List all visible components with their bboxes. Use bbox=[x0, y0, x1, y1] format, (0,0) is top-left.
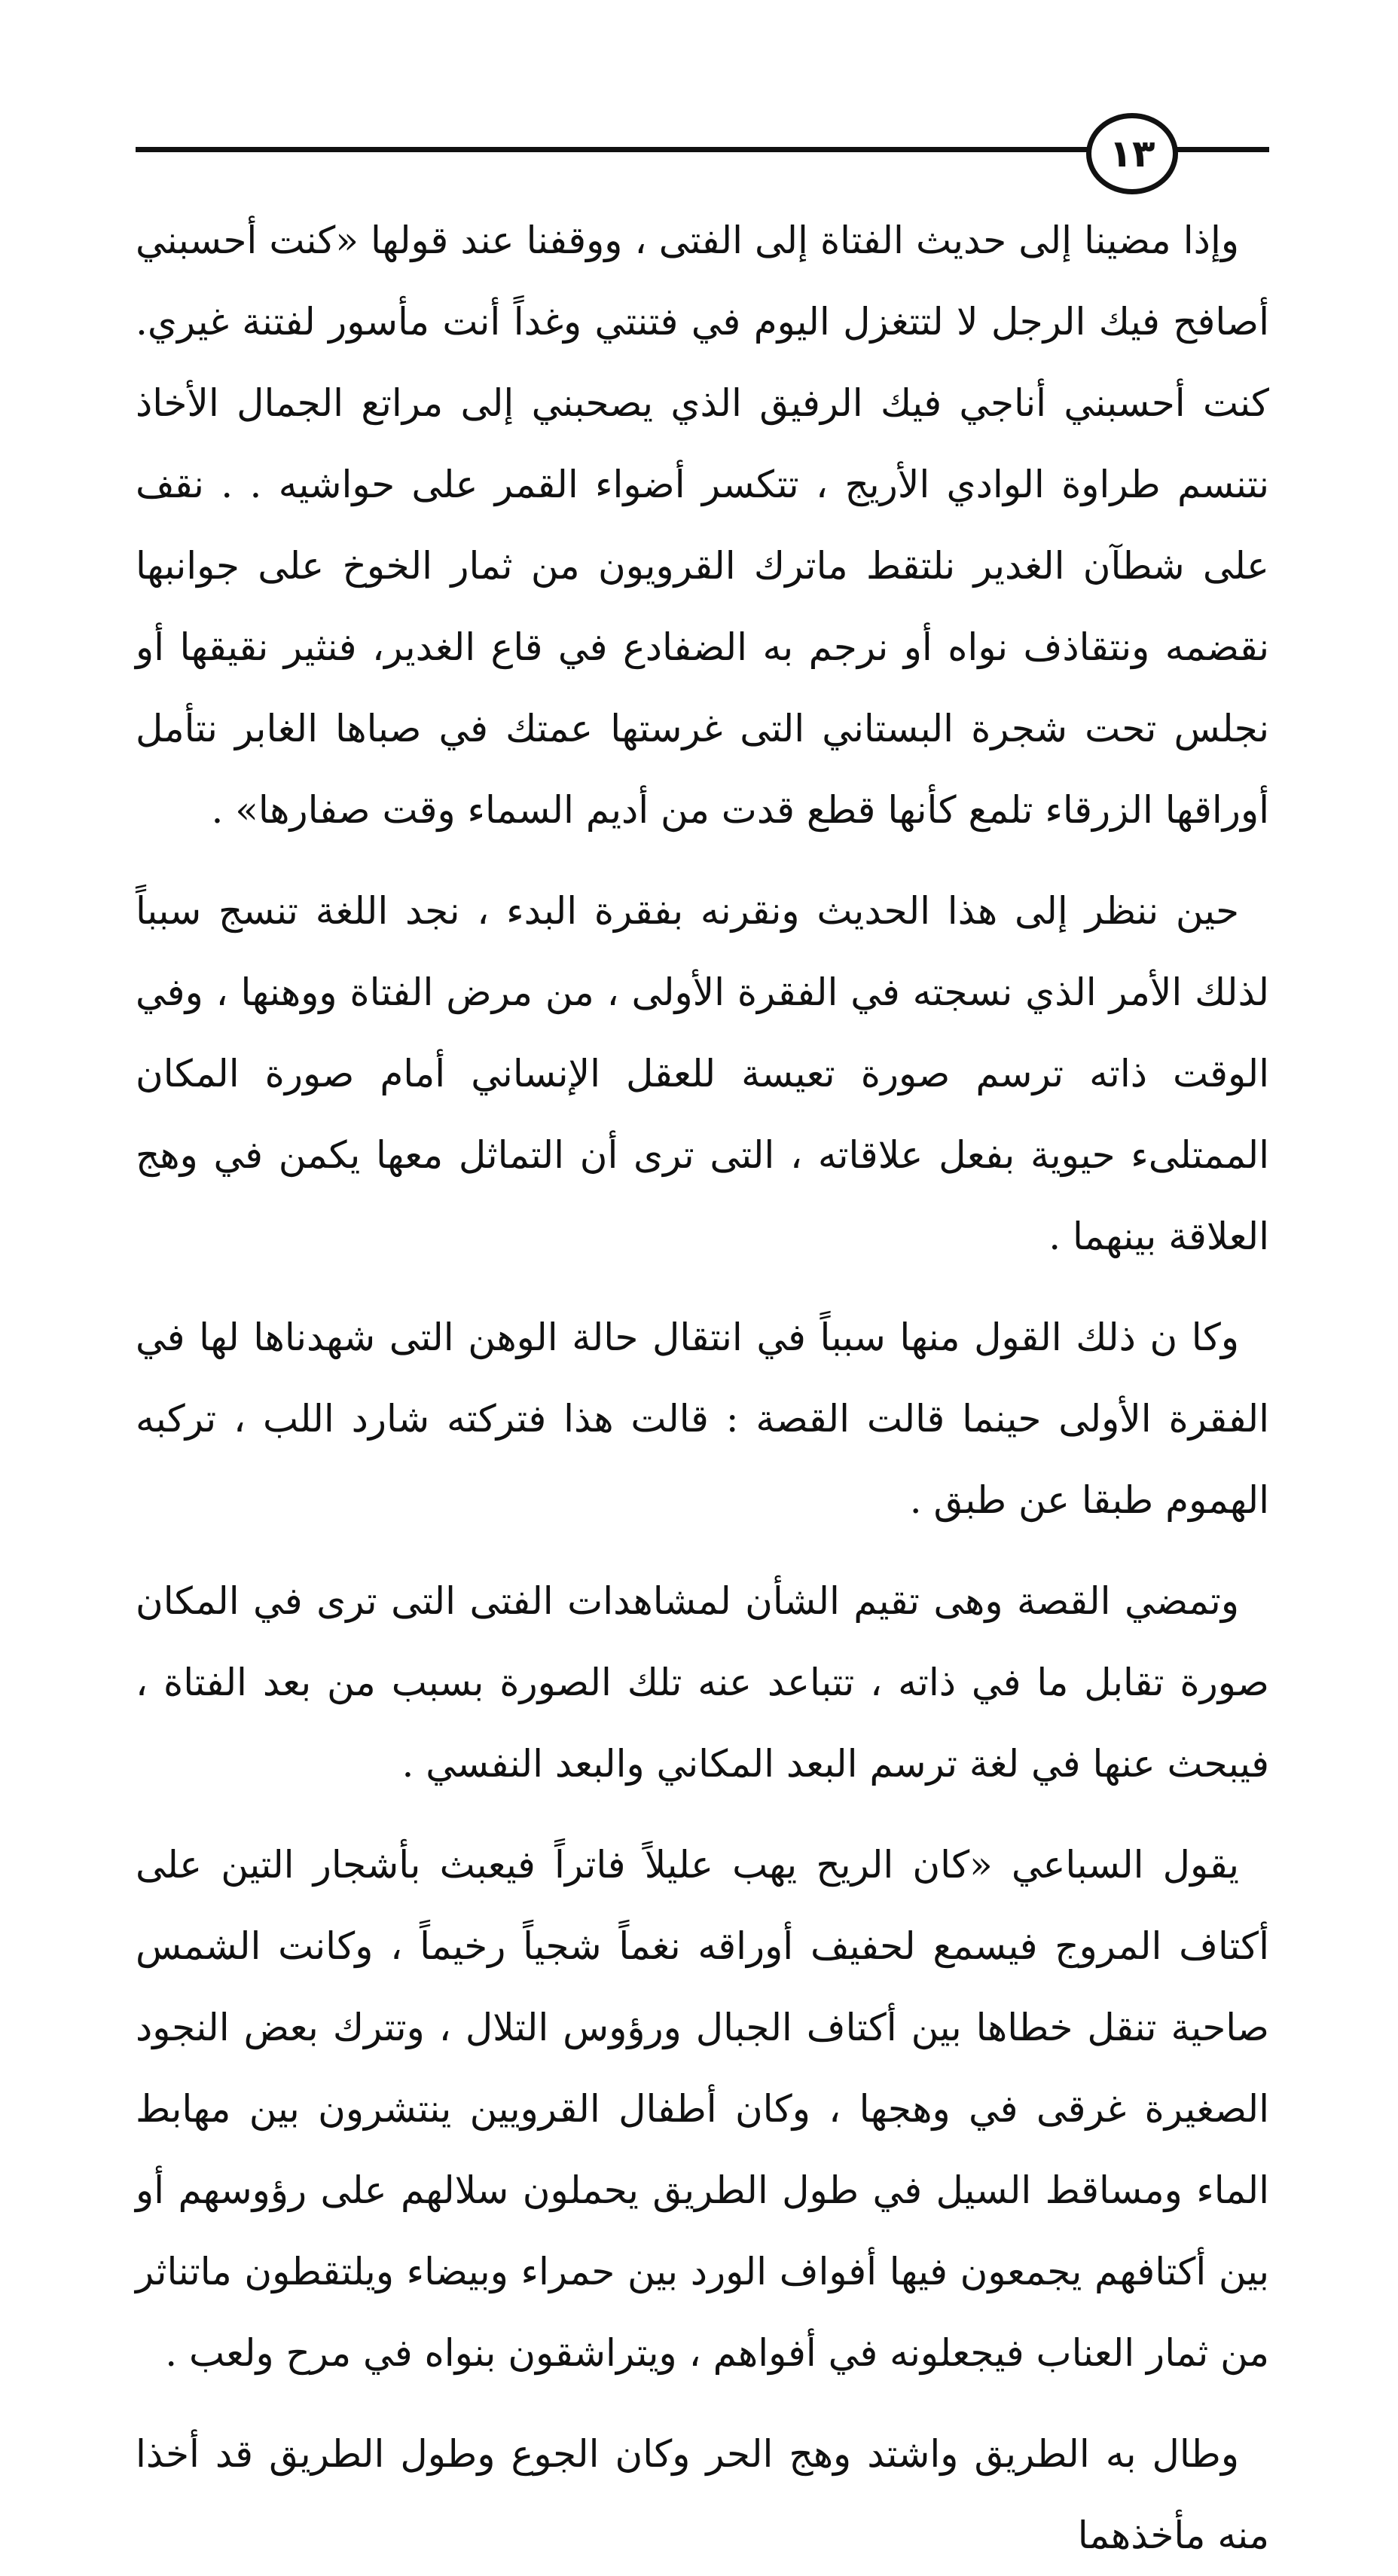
header-rule-right bbox=[1177, 147, 1269, 152]
paragraph-4: وتمضي القصة وهى تقيم الشأن لمشاهدات الفتى التى ترى في المكان صورة تقابل ما في ذاته ، تتباعد عنه تلك الصورة بسبب من بعد الفتاة ، فيبحث عنها في لغة ترسم البعد المكاني والبعد النفسي . bbox=[136, 1579, 1269, 1786]
paragraph-1: وإذا مضينا إلى حديث الفتاة إلى الفتى ، ووقفنا عند قولها «كنت أحسبني أصافح فيك الرجل لا لتتغزل اليوم في فتنتي وغداً أنت مأسور لفتنة غيري. كنت أحسبني أناجي فيك الرفيق الذي يصحبني إلى مراتع الجمال الأخاذ نتنسم طراوة الوادي الأريج ، تتكسر أضواء القمر على حواشيه . . نقف على شطآن الغدير نلتقط ماترك القرويون من ثمار الخوخ على جوانبها نقضمه ونتقاذف نواه أو نرجم به الضفادع في قاع الغدير، فنثير نقيقها أو نجلس تحت شجرة البستاني التى غرستها عمتك في صباها الغابر نتأمل أوراقها الزرقاء تلمع كأنها قطع قدت من أديم السماء وقت صفارها» . bbox=[136, 218, 1269, 832]
paragraph-3: وكا ن ذلك القول منها سبباً في انتقال حالة الوهن التى شهدناها لها في الفقرة الأولى حينما قالت القصة : قالت هذا فتركته شارد اللب ، تركبه الهموم طبقا عن طبق . bbox=[136, 1316, 1269, 1522]
paragraph-6: وطال به الطريق واشتد وهج الحر وكان الجوع وطول الطريق قد أخذا منه مأخذهما bbox=[136, 2432, 1269, 2557]
header-rule-left bbox=[136, 147, 1088, 152]
paragraph-5: يقول السباعي «كان الريح يهب عليلاً فاتراً فيعبث بأشجار التين على أكتاف المروج فيسمع لحفيف أوراقه نغماً شجياً رخيماً ، وكانت الشمس صاحية تنقل خطاها بين أكتاف الجبال ورؤوس التلال ، وتترك بعض النجود الصغيرة غرقى في وهجها ، وكان أطفال القرويين ينتشرون بين مهابط الماء ومساقط السيل في طول الطريق يحملون سلالهم على رؤوسهم أو بين أكتافهم يجمعون فيها أفواف الورد بين حمراء وبيضاء ويلتقطون ماتناثر من ثمار العناب فيجعلونه في أفواهم ، ويتراشقون بنواه في مرح ولعب . bbox=[136, 1843, 1269, 2375]
page-number: ١٣ bbox=[1086, 113, 1178, 194]
page-body bbox=[136, 200, 1269, 2557]
paragraph-2: حين ننظر إلى هذا الحديث ونقرنه بفقرة البدء ، نجد اللغة تنسج سبباً لذلك الأمر الذي نسجته في الفقرة الأولى ، من مرض الفتاة ووهنها ، وفي الوقت ذاته ترسم صورة تعيسة للعقل الإنساني أمام صورة المكان الممتلىء حيوية بفعل علاقاته ، التى ترى أن التماثل معها يكمن في وهج العلاقة بينهما . bbox=[136, 889, 1269, 1258]
page-header bbox=[136, 113, 1269, 196]
